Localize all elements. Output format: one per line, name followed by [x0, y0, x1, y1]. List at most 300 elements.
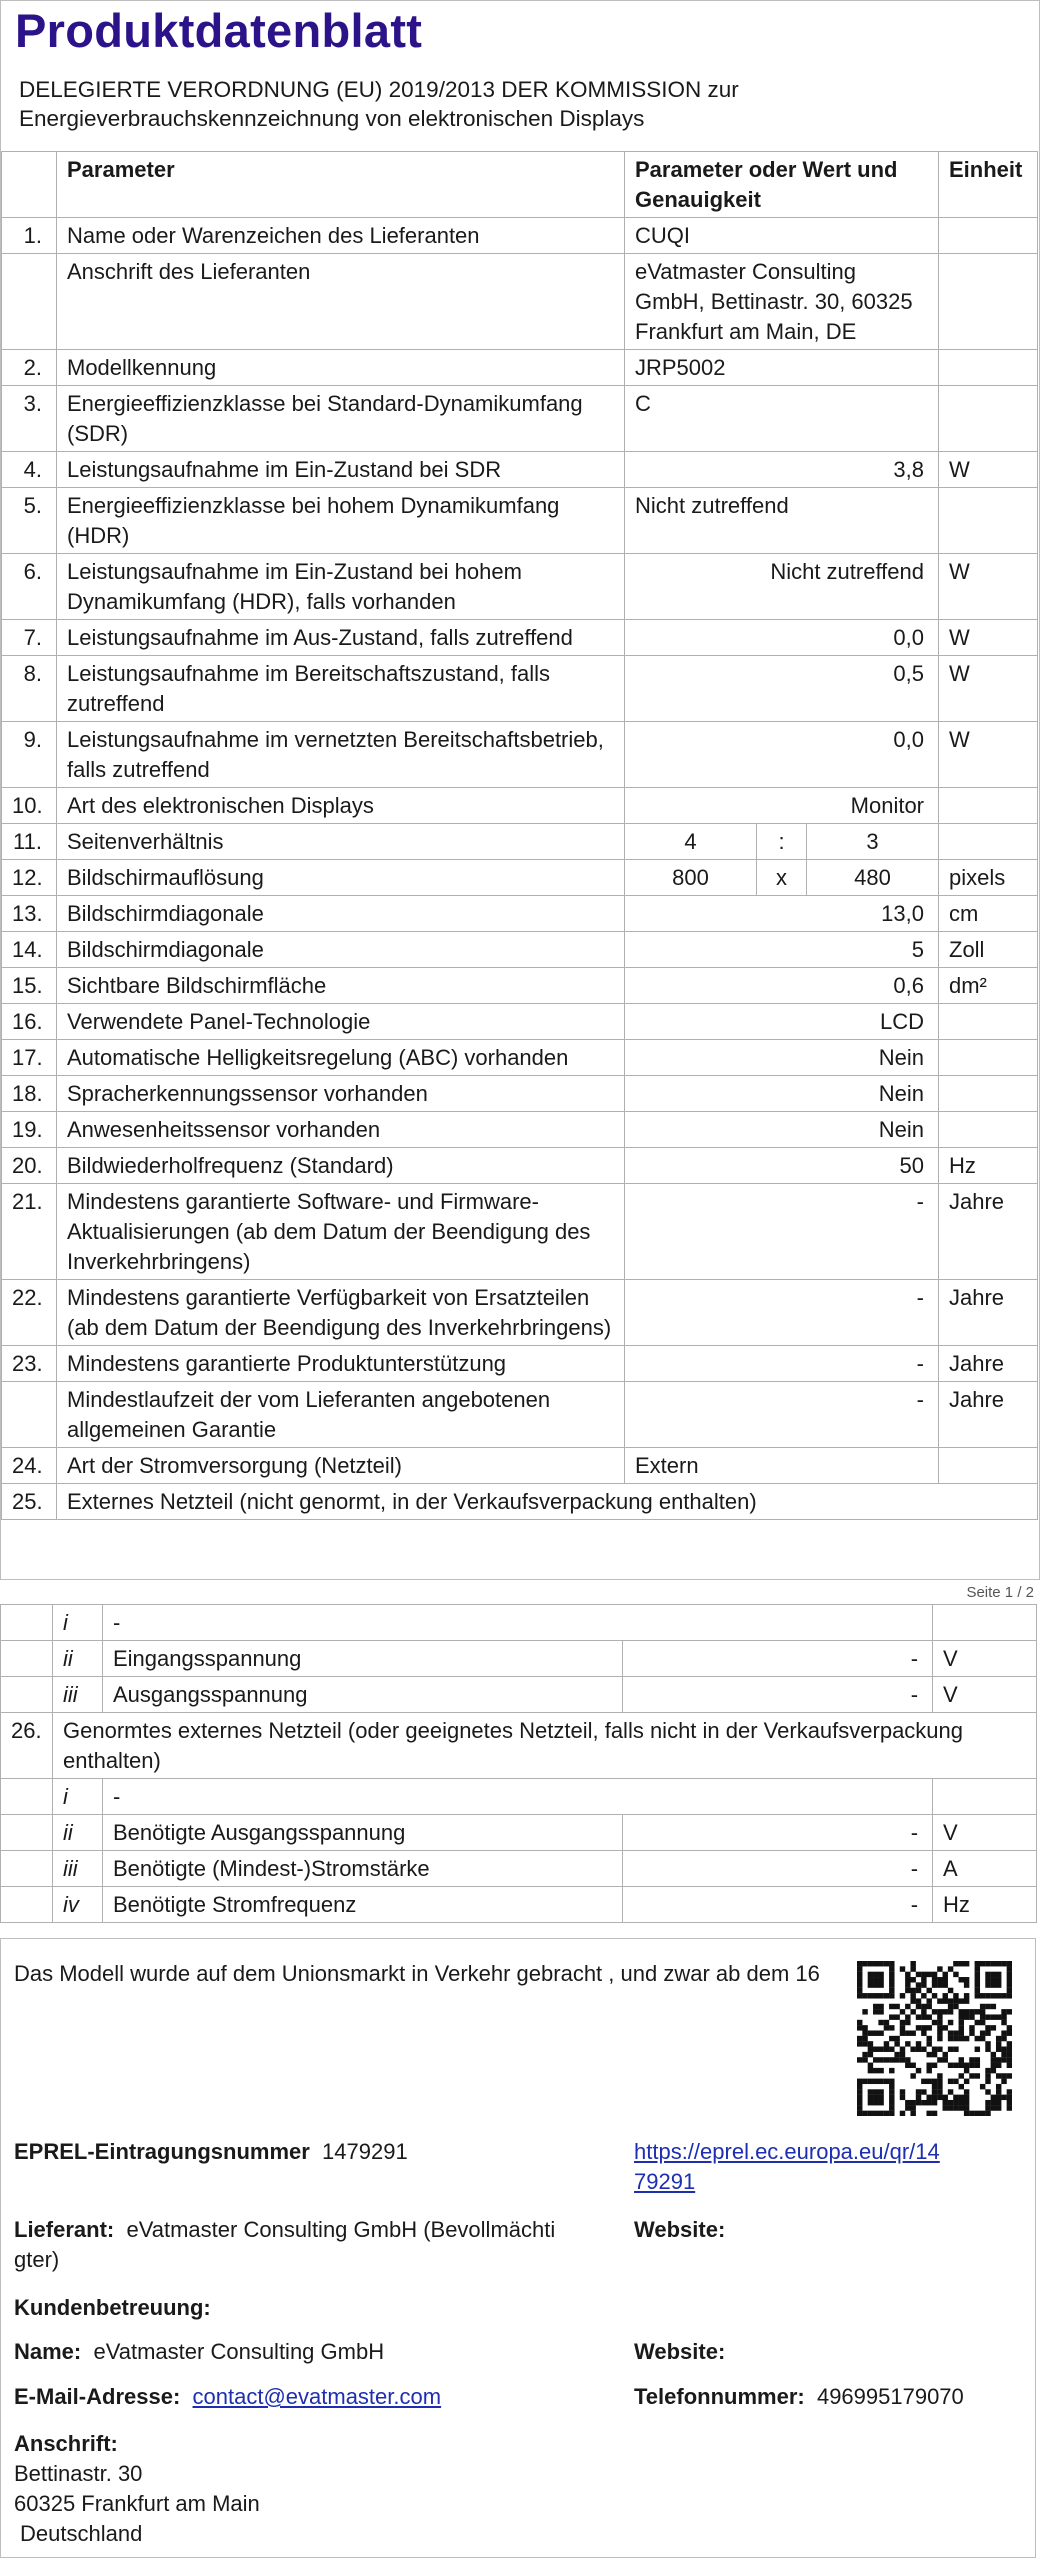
qr-module [862, 2025, 867, 2030]
qr-module [905, 2020, 910, 2025]
qr-module [980, 2111, 985, 2116]
qr-module [862, 2052, 867, 2057]
row-parameter: Externes Netzteil (nicht genormt, in der Verkaufsverpackung enthalten) [57, 1484, 1038, 1520]
qr-module [926, 2036, 931, 2041]
qr-module [889, 2100, 894, 2105]
qr-module [868, 1993, 873, 1998]
row-unit [939, 1004, 1038, 1040]
qr-module [985, 2004, 990, 2009]
qr-module [916, 1988, 921, 1993]
qr-module [948, 1988, 953, 1993]
table-row [2, 896, 1038, 932]
qr-module [868, 2052, 873, 2057]
qr-module [943, 1998, 948, 2003]
qr-module [959, 2025, 964, 2030]
row-number [2, 1382, 57, 1448]
qr-module [857, 1972, 862, 1977]
qr-module [873, 1993, 878, 1998]
row-value: 13,0 [625, 896, 939, 932]
sub-row-label: - [103, 1605, 933, 1641]
row-value-b: 480 [807, 860, 939, 896]
qr-module [889, 2079, 894, 2084]
qr-module [975, 1972, 980, 1977]
row-number: 1. [2, 218, 57, 254]
row-parameter: Mindestens garantierte Verfügbarkeit von Ersatzteilen (ab dem Datum der Beendigung des Inverkehrbringens) [57, 1280, 625, 1346]
qr-module [1001, 2036, 1006, 2041]
qr-module [948, 2100, 953, 2105]
qr-module [953, 2079, 958, 2084]
row-unit [939, 1076, 1038, 1112]
qr-module [910, 1961, 915, 1966]
qr-module [926, 1972, 931, 1977]
sub-row-spacer [1, 1779, 53, 1815]
qr-module [937, 2020, 942, 2025]
qr-module [959, 2105, 964, 2110]
qr-module [894, 2052, 899, 2057]
sub-row-value: - [623, 1677, 933, 1713]
qr-module [932, 2111, 937, 2116]
qr-module [910, 1966, 915, 1971]
qr-module [926, 2095, 931, 2100]
qr-module [868, 2089, 873, 2094]
qr-module [857, 1961, 862, 1966]
sub-row [1, 1779, 1037, 1815]
email-label: E-Mail-Adresse: [14, 2384, 181, 2409]
table-row [2, 254, 1038, 350]
row-parameter: Anwesenheitssensor vorhanden [57, 1112, 625, 1148]
qr-module [857, 2095, 862, 2100]
qr-module [894, 2004, 899, 2009]
table-row [2, 860, 1038, 896]
qr-module [884, 1993, 889, 1998]
qr-module [937, 2014, 942, 2019]
qr-module [873, 1972, 878, 1977]
qr-module [878, 2089, 883, 2094]
qr-module [943, 2095, 948, 2100]
qr-module [900, 1993, 905, 1998]
qr-module [1007, 1966, 1012, 1971]
row-value-b: 3 [807, 824, 939, 860]
qr-module [964, 2095, 969, 2100]
qr-module [873, 2004, 878, 2009]
qr-module [964, 2111, 969, 2116]
qr-module [996, 2057, 1001, 2062]
qr-module [857, 2079, 862, 2084]
qr-module [862, 1993, 867, 1998]
header-parameter: Parameter [57, 152, 625, 218]
qr-module [959, 2100, 964, 2105]
row-value: Nicht zutreffend [625, 554, 939, 620]
qr-module [985, 2100, 990, 2105]
sub-row-spacer [1, 1815, 53, 1851]
address-line-3: Deutschland [20, 2521, 143, 2546]
sub-row-unit [933, 1605, 1037, 1641]
row-value: 0,0 [625, 722, 939, 788]
qr-module [905, 1982, 910, 1987]
qr-module [932, 1972, 937, 1977]
qr-module [889, 2084, 894, 2089]
qr-module [996, 2095, 1001, 2100]
row-number: 22. [2, 1280, 57, 1346]
qr-module [916, 1998, 921, 2003]
qr-module [948, 2036, 953, 2041]
qr-module [1007, 1993, 1012, 1998]
qr-module [985, 1993, 990, 1998]
qr-module [1007, 2073, 1012, 2078]
row-unit: Jahre [939, 1184, 1038, 1280]
qr-module [964, 2079, 969, 2084]
qr-module [921, 2014, 926, 2019]
row-number: 26. [1, 1713, 53, 1779]
qr-module [937, 2030, 942, 2035]
qr-module [916, 2047, 921, 2052]
row-number: 18. [2, 1076, 57, 1112]
qr-module [926, 2100, 931, 2105]
row-number: 11. [2, 824, 57, 860]
row-unit [939, 1040, 1038, 1076]
qr-module [991, 2063, 996, 2068]
row-number: 4. [2, 452, 57, 488]
eprel-link-line-2[interactable]: 79291 [634, 2169, 696, 2194]
qr-module [862, 2036, 867, 2041]
qr-module [900, 2111, 905, 2116]
qr-module [980, 2004, 985, 2009]
qr-module [1001, 2014, 1006, 2019]
qr-module [985, 2025, 990, 2030]
qr-module [937, 1977, 942, 1982]
qr-module [889, 1972, 894, 1977]
qr-module [996, 2014, 1001, 2019]
qr-module [980, 2014, 985, 2019]
qr-module [937, 2089, 942, 2094]
qr-module [964, 1982, 969, 1987]
qr-module [916, 2041, 921, 2046]
sub-row-value: - [623, 1851, 933, 1887]
row-parameter: Bildschirmauflösung [57, 860, 625, 896]
qr-module [857, 2084, 862, 2089]
row-parameter: Verwendete Panel-Technologie [57, 1004, 625, 1040]
row-value: 0,5 [625, 656, 939, 722]
qr-module [910, 2073, 915, 2078]
address-line-1: Bettinastr. 30 [14, 2461, 143, 2486]
qr-module [878, 2100, 883, 2105]
qr-module [975, 2063, 980, 2068]
row-value: 5 [625, 932, 939, 968]
phone-row [634, 2382, 964, 2412]
website-label-1: Website: [634, 2217, 726, 2242]
qr-module [980, 2020, 985, 2025]
qr-module [996, 1972, 1001, 1977]
qr-module [857, 2057, 862, 2062]
qr-module [991, 1972, 996, 1977]
qr-module [916, 2089, 921, 2094]
table-row [2, 656, 1038, 722]
qr-module [900, 1966, 905, 1971]
qr-module [1001, 1961, 1006, 1966]
qr-module [1007, 1972, 1012, 1977]
eprel-link-line-1[interactable]: https://eprel.ec.europa.eu/qr/14 [634, 2139, 940, 2164]
qr-module [857, 1966, 862, 1971]
qr-module [948, 2030, 953, 2035]
sub-row [1, 1677, 1037, 1713]
qr-module [1001, 2052, 1006, 2057]
sub-row-value: - [623, 1815, 933, 1851]
qr-module [878, 1972, 883, 1977]
qr-module [862, 2009, 867, 2014]
qr-module [900, 2095, 905, 2100]
sub-row-index: ii [53, 1815, 103, 1851]
sub-row-unit: Hz [933, 1887, 1037, 1923]
qr-module [916, 2004, 921, 2009]
qr-module [1007, 2009, 1012, 2014]
row-unit: W [939, 620, 1038, 656]
qr-module [1001, 2030, 1006, 2035]
qr-module [873, 2095, 878, 2100]
name-value: eVatmaster Consulting GmbH [93, 2339, 385, 2364]
row-number: 19. [2, 1112, 57, 1148]
supplier-value-line-2: gter) [14, 2247, 60, 2272]
row-number: 8. [2, 656, 57, 722]
qr-module [868, 1972, 873, 1977]
qr-module [937, 1982, 942, 1987]
qr-module [943, 2100, 948, 2105]
qr-module [996, 2047, 1001, 2052]
qr-module [878, 2047, 883, 2052]
qr-module [857, 1993, 862, 1998]
row-value: 50 [625, 1148, 939, 1184]
qr-module [889, 2068, 894, 2073]
qr-module [921, 1972, 926, 1977]
qr-module [889, 2014, 894, 2019]
qr-module [1001, 2079, 1006, 2084]
qr-module [889, 1993, 894, 1998]
table-row [2, 1112, 1038, 1148]
qr-module [878, 1982, 883, 1987]
qr-module [894, 2041, 899, 2046]
sub-row-label: Benötigte Ausgangsspannung [103, 1815, 623, 1851]
qr-module [926, 2079, 931, 2084]
supplier-label: Lieferant: [14, 2217, 115, 2242]
row-number: 23. [2, 1346, 57, 1382]
qr-module [868, 2047, 873, 2052]
qr-module [889, 2105, 894, 2110]
qr-module [964, 2105, 969, 2110]
qr-module [959, 2073, 964, 2078]
qr-module [910, 2105, 915, 2110]
email-row [14, 2382, 441, 2412]
row-value: C [625, 386, 939, 452]
sub-row [1, 1815, 1037, 1851]
row-number: 16. [2, 1004, 57, 1040]
qr-module [985, 1961, 990, 1966]
qr-module [878, 2068, 883, 2073]
name-row [14, 2337, 384, 2367]
row-unit [939, 350, 1038, 386]
qr-module [900, 2025, 905, 2030]
qr-module [969, 2014, 974, 2019]
sub-row [1, 1887, 1037, 1923]
table-row [2, 932, 1038, 968]
qr-module [975, 2036, 980, 2041]
row-value: JRP5002 [625, 350, 939, 386]
qr-module [900, 2030, 905, 2035]
sub-row-label: Benötigte (Mindest-)Stromstärke [103, 1851, 623, 1887]
row-number: 15. [2, 968, 57, 1004]
qr-module [964, 2089, 969, 2094]
qr-module [953, 2004, 958, 2009]
row-parameter: Bildschirmdiagonale [57, 896, 625, 932]
table-row [2, 824, 1038, 860]
qr-module [889, 2047, 894, 2052]
table-row [2, 1040, 1038, 1076]
sub-row-index: i [53, 1605, 103, 1641]
qr-module [937, 2047, 942, 2052]
product-data-table [1, 151, 1038, 1520]
row-parameter: Bildschirmdiagonale [57, 932, 625, 968]
qr-module [953, 1998, 958, 2003]
qr-module [932, 1993, 937, 1998]
qr-module [953, 2105, 958, 2110]
qr-module [884, 2041, 889, 2046]
qr-module [943, 1977, 948, 1982]
qr-module [980, 2036, 985, 2041]
qr-module [916, 2025, 921, 2030]
row-number: 21. [2, 1184, 57, 1280]
qr-module [964, 1961, 969, 1966]
table-row [2, 1004, 1038, 1040]
row-value-a: 4 [625, 824, 757, 860]
qr-module [921, 1977, 926, 1982]
qr-module [948, 2009, 953, 2014]
qr-module [932, 2052, 937, 2057]
email-link[interactable]: contact@evatmaster.com [192, 2384, 442, 2409]
qr-module [873, 2057, 878, 2062]
qr-module [1007, 2052, 1012, 2057]
qr-module [910, 2063, 915, 2068]
row-number: 7. [2, 620, 57, 656]
qr-module [878, 1993, 883, 1998]
qr-module [905, 2041, 910, 2046]
qr-module [862, 2041, 867, 2046]
qr-module [991, 2095, 996, 2100]
qr-module [868, 2111, 873, 2116]
row-number: 12. [2, 860, 57, 896]
qr-module [878, 1977, 883, 1982]
qr-module [1007, 2030, 1012, 2035]
row-parameter: Leistungsaufnahme im Bereitschaftszustand, falls zutreffend [57, 656, 625, 722]
qr-module [996, 2073, 1001, 2078]
eprel-row [14, 2137, 408, 2167]
sub-row-label: Eingangsspannung [103, 1641, 623, 1677]
qr-module [910, 1993, 915, 1998]
row-unit [939, 488, 1038, 554]
subtitle-line-1: DELEGIERTE VERORDNUNG (EU) 2019/2013 DER KOMMISSION zur [19, 77, 739, 102]
qr-module [964, 2036, 969, 2041]
supplier-value-line-1: eVatmaster Consulting GmbH (Bevollmächti [126, 2217, 556, 2242]
qr-module [996, 2089, 1001, 2094]
qr-module [921, 2004, 926, 2009]
qr-module [959, 2095, 964, 2100]
qr-module [857, 1982, 862, 1987]
qr-module [953, 1961, 958, 1966]
qr-module [953, 2036, 958, 2041]
row-parameter: Energieeffizienzklasse bei Standard-Dynamikumfang (SDR) [57, 386, 625, 452]
qr-module [932, 2095, 937, 2100]
qr-module [985, 2105, 990, 2110]
sub-row-unit: V [933, 1815, 1037, 1851]
row-number: 17. [2, 1040, 57, 1076]
qr-module [1001, 2073, 1006, 2078]
qr-module [857, 2111, 862, 2116]
row-parameter: Genormtes externes Netzteil (oder geeignetes Netzteil, falls nicht in der Verkaufsverpackung enthalten) [53, 1713, 1037, 1779]
sub-row [1, 1605, 1037, 1641]
qr-module [862, 2079, 867, 2084]
qr-module [937, 2009, 942, 2014]
qr-module [1007, 2095, 1012, 2100]
row-unit: Jahre [939, 1346, 1038, 1382]
qr-code-icon[interactable] [857, 1961, 1012, 2116]
qr-module [889, 1961, 894, 1966]
sub-row-label: Ausgangsspannung [103, 1677, 623, 1713]
qr-module [948, 1966, 953, 1971]
qr-module [905, 1988, 910, 1993]
qr-module [916, 1982, 921, 1987]
qr-module [969, 2030, 974, 2035]
qr-module [905, 2004, 910, 2009]
qr-module [932, 2100, 937, 2105]
qr-module [916, 2095, 921, 2100]
qr-module [996, 2041, 1001, 2046]
row-value: - [625, 1280, 939, 1346]
qr-module [991, 2004, 996, 2009]
qr-module [916, 2100, 921, 2105]
qr-module [884, 1961, 889, 1966]
qr-module [878, 2079, 883, 2084]
qr-module [959, 2057, 964, 2062]
eprel-link[interactable] [634, 2137, 940, 2197]
qr-module [969, 2063, 974, 2068]
qr-module [905, 2057, 910, 2062]
row-value: 0,6 [625, 968, 939, 1004]
qr-module [921, 1982, 926, 1987]
table-row [2, 1346, 1038, 1382]
row-unit: cm [939, 896, 1038, 932]
qr-module [910, 2047, 915, 2052]
row-value: Nein [625, 1040, 939, 1076]
qr-module [900, 2089, 905, 2094]
qr-module [884, 2047, 889, 2052]
row-unit [939, 1112, 1038, 1148]
qr-module [921, 2089, 926, 2094]
qr-module [926, 2052, 931, 2057]
row-unit: pixels [939, 860, 1038, 896]
qr-module [975, 1966, 980, 1971]
qr-module [1007, 1988, 1012, 1993]
qr-module [889, 2004, 894, 2009]
qr-module [964, 1998, 969, 2003]
row-unit [939, 1448, 1038, 1484]
sub-row-label: - [103, 1779, 933, 1815]
row-parameter: Anschrift des Lieferanten [57, 254, 625, 350]
qr-module [996, 2036, 1001, 2041]
sub-row-index: iii [53, 1677, 103, 1713]
qr-module [943, 2105, 948, 2110]
qr-module [857, 2041, 862, 2046]
qr-module [1001, 2095, 1006, 2100]
row-parameter: Mindestlaufzeit der vom Lieferanten angebotenen allgemeinen Garantie [57, 1382, 625, 1448]
sub-row-value: - [623, 1887, 933, 1923]
qr-module [969, 2073, 974, 2078]
